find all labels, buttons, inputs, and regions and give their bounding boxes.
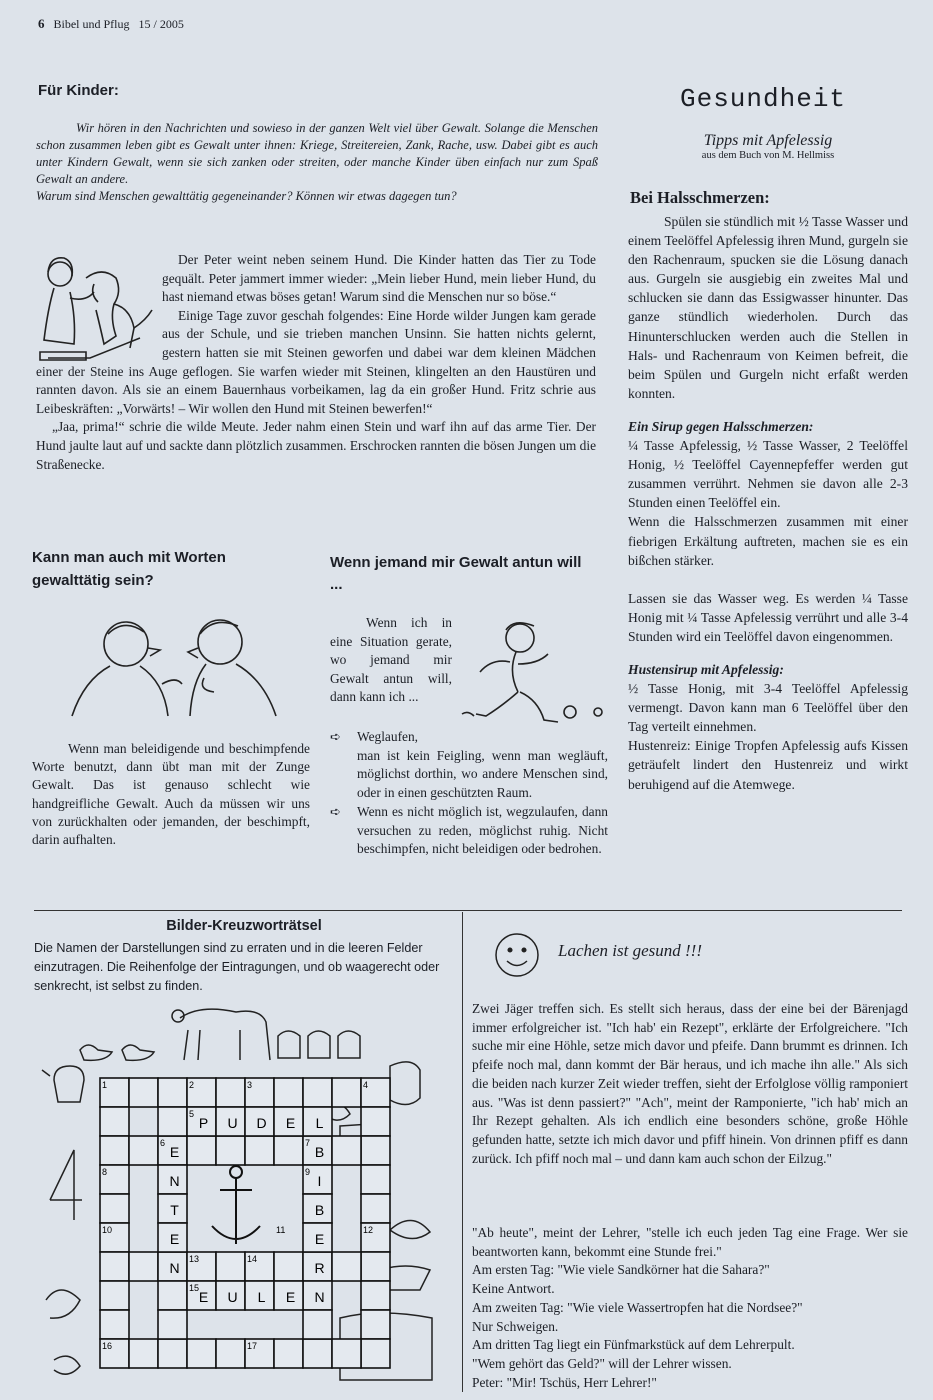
crossword-cell: [129, 1252, 158, 1281]
joke-2-line-8: Peter: "Mir! Tschüs, Herr Lehrer!": [472, 1374, 657, 1390]
crossword-cell: [361, 1339, 390, 1368]
crossword-cell: [100, 1194, 129, 1223]
husten-text: ½ Tasse Honig, mit 3-4 Teelöffel Apfelessig vermengt. Davon kann man 6 Teelöffel über den Tag verteilt einnehmen.: [628, 681, 908, 735]
crossword-cell: [332, 1252, 361, 1281]
joke-2-line-2: Am ersten Tag: "Wie viele Sandkörner hat die Sahara?": [472, 1262, 770, 1278]
crossword-letter: E: [285, 1288, 296, 1305]
crossword-cell: [187, 1136, 216, 1165]
section-divider: [34, 910, 902, 911]
crossword-heading: Bilder-Kreuzworträtsel: [166, 918, 322, 934]
crossword-puzzle: [40, 1000, 452, 1392]
crossword-letter: E: [314, 1230, 325, 1247]
sirup-text: ¼ Tasse Apfelessig, ½ Tasse Wasser, 2 Teelöffel Honig, ½ Teelöffel Cayennepfeffer werden gut zusammen verrührt. Nehmen sie davon alle 2-3 Stunden einen Teelöffel ein.: [628, 438, 908, 511]
crossword-letter: B: [314, 1201, 325, 1218]
crossword-cell: [100, 1107, 129, 1136]
joke-2-line-4: Am zweiten Tag: "Wie viele Wassertropfen hat die Nordsee?": [472, 1299, 803, 1315]
crossword-letter: E: [285, 1114, 296, 1131]
crossword-letter: N: [169, 1172, 180, 1189]
crossword-letter: T: [170, 1201, 179, 1218]
issue-number: 15 / 2005: [138, 17, 184, 31]
crossword-number: 6: [160, 1138, 166, 1148]
joke-2-line-6: Am dritten Tag liegt ein Fünfmarkstück auf dem Lehrerpult.: [472, 1337, 795, 1353]
crossword-letter: L: [315, 1114, 324, 1131]
story-paragraph-2: Einige Tage zuvor geschah folgendes: Eine Horde wilder Jungen kam gerade aus der Schule, und sie trieben manchen Unsinn. Sie hatten nichts gelernt, gestern hatten sie mit Steinen geworfen und dabei war dem kleinen Mädchen einer der Steine ins Auge geflogen. Sie warfen wieder mit Steinen, klingelten an den Haustüren und rannten davon. Als sie an einem Bauernhaus vorbeikamen, lag da ein großer Hund. Fritz schrie aus Leibeskräften: „Vorwärts! – Wir wollen den Hund mit Steinen bewerfen!“: [36, 307, 596, 416]
crossword-cell: [274, 1339, 303, 1368]
page-header: [38, 16, 184, 32]
crossword-number: 10: [102, 1225, 113, 1235]
crossword-letter: U: [227, 1288, 238, 1305]
running-boy-icon: [458, 616, 608, 734]
crossword-cell: [216, 1252, 245, 1281]
crossword-letter: I: [317, 1172, 322, 1189]
crossword-cell: [158, 1107, 187, 1136]
crossword-cell: [216, 1136, 245, 1165]
crossword-letter: N: [169, 1259, 180, 1276]
list-item: [330, 803, 608, 859]
kids-question: Warum sind Menschen gewalttätig gegeneinander? Können wir etwas dagegen tun?: [36, 189, 457, 203]
crossword-number: 5: [189, 1109, 195, 1119]
crossword-letter: E: [169, 1143, 180, 1160]
crossword-number: 4: [363, 1080, 369, 1090]
crossword-number: 11: [276, 1225, 286, 1235]
words-paragraph: Wenn man beleidigende und beschimpfende Worte benutzt, dann übt man mit der Zunge Gewalt. Das ist genauso schlecht wie handgreifliche Gewalt. Auch da müssen wir uns von zurückhalten oder jemanden, der beschimpft, darin aufhalten.: [32, 741, 310, 848]
anchor-icon: [212, 1166, 260, 1244]
crossword-cell: [158, 1310, 187, 1339]
health-title: Gesundheit: [680, 84, 847, 114]
crossword-cell: [361, 1310, 390, 1339]
joke-2-line-5: Nur Schweigen.: [472, 1318, 559, 1334]
crossword-cell: [129, 1339, 158, 1368]
crossword-number: 3: [247, 1080, 253, 1090]
kids-intro: [36, 120, 598, 205]
crossword-letter: L: [257, 1288, 266, 1305]
health-subheader: [628, 132, 908, 161]
kids-heading: Für Kinder:: [38, 82, 119, 99]
crossword-cell: [100, 1252, 129, 1281]
crossword-number: 13: [189, 1254, 200, 1264]
page-number: 6: [38, 16, 45, 31]
list-item-text: Wenn es nicht möglich ist, wegzulaufen, dann versuchen zu reden, möglichst ruhig. Nicht beschimpfen, nicht beleidigen oder bedrohen.: [357, 803, 608, 857]
husten-text-2: Hustenreiz: Einige Tropfen Apfelessig aufs Kissen geträufelt lindert den Hustenreiz und wirkt beruhigend auf die Atemwege.: [628, 738, 908, 792]
crossword-cell: [245, 1136, 274, 1165]
crossword-cell: [332, 1136, 361, 1165]
arguing-men-icon: [64, 604, 286, 722]
crossword-number: 2: [189, 1080, 195, 1090]
health-subtitle: Tipps mit Apfelessig: [703, 132, 833, 149]
crossword-grid: [40, 1000, 452, 1392]
sirup-text-2: Wenn die Halsschmerzen zusammen mit einer fiebrigen Erkältung auftreten, machen sie es ein bißchen stärker.: [628, 514, 908, 568]
crossword-number: 9: [305, 1167, 311, 1177]
words-heading: Kann man auch mit Worten gewalttätig sein?: [32, 549, 226, 589]
crossword-number: 16: [102, 1341, 113, 1351]
joke-2: [472, 1224, 908, 1392]
crossword-letter: E: [169, 1230, 180, 1247]
crossword-number: 17: [247, 1341, 258, 1351]
crossword-cell: [158, 1281, 187, 1310]
sirup-text-3: Lassen sie das Wasser weg. Es werden ¼ Tasse Honig mit ¼ Tasse Apfelessig verrührt und alle 3-4 Stunden wird ein Teelöffel davon eingenommen.: [628, 590, 908, 644]
crossword-cell: [303, 1078, 332, 1107]
story-paragraph-1: Der Peter weint neben seinem Hund. Die Kinder hatten das Tier zu Tode gequält. Peter jammert immer wieder: „Mein lieber Hund, mein lieber Hund, du hast niemand etwas böses getan! Warum sind die Menschen nur so böse.“: [162, 252, 596, 305]
crossword-cell: [187, 1339, 216, 1368]
crossword-cell: [129, 1078, 158, 1107]
violence-intro: [330, 614, 452, 707]
sirup-heading: Ein Sirup gegen Halsschmerzen:: [628, 418, 814, 434]
crossword-number: 1: [102, 1080, 108, 1090]
arrow-right-icon: ➪: [330, 803, 341, 819]
crossword-number: 14: [247, 1254, 258, 1264]
crossword-cell: [303, 1339, 332, 1368]
crossword-number: 8: [102, 1167, 108, 1177]
kids-intro-text: Wir hören in den Nachrichten und sowieso in der ganzen Welt viel über Gewalt. Solange die Menschen schon zusammen leben gibt es Gewalt unter ihnen: Kriege, Streitereien, Zank, Rache, usw. Dabei gibt es auch unter Kindern Gewalt, wenn sie sich zanken oder streiten, oder manche Kinder üben einfach nur zum Spaß Gewalt an andere.: [36, 121, 598, 186]
joke-2-line-3: Keine Antwort.: [472, 1281, 555, 1297]
crossword-letter: E: [198, 1288, 209, 1305]
crossword-letter: R: [314, 1259, 325, 1276]
kids-story: [36, 251, 596, 474]
crossword-cell: [100, 1136, 129, 1165]
crossword-letter: B: [314, 1143, 325, 1160]
violence-list: [330, 728, 608, 859]
crossword-instructions: Die Namen der Darstellungen sind zu erraten und in die leeren Felder einzutragen. Die Reihenfolge der Eintragungen, und ob waagerecht oder senkrecht, ist selbst zu finden.: [34, 941, 440, 993]
smiley-face-icon: [494, 932, 540, 978]
crossword-cells: [100, 1078, 390, 1368]
violence-heading: Wenn jemand mir Gewalt antun will ...: [330, 554, 582, 593]
arguing-men-illustration: [64, 604, 286, 722]
health-source: aus dem Buch von M. Hellmiss: [701, 150, 835, 161]
joke-1: [472, 1000, 908, 1168]
crossword-cell: [158, 1078, 187, 1107]
list-item-title: Weglaufen,: [357, 729, 419, 744]
crossword-cell: [129, 1136, 158, 1165]
crossword-cell: [361, 1281, 390, 1310]
crossword-letter: D: [256, 1114, 267, 1131]
crossword-letter: N: [314, 1288, 325, 1305]
crossword-cell: [100, 1281, 129, 1310]
publication-name: Bibel und Pflug: [53, 17, 130, 31]
violence-intro-text: Wenn ich in eine Situation gerate, wo jemand mir Gewalt antun will, dann kann ich ...: [330, 615, 452, 704]
crossword-cell: [100, 1310, 129, 1339]
crossword-cell: [361, 1107, 390, 1136]
crossword-cell: [274, 1136, 303, 1165]
crossword-number: 12: [363, 1225, 374, 1235]
crossword-cell: [274, 1078, 303, 1107]
crossword-cell: [216, 1339, 245, 1368]
crossword-cell: [274, 1252, 303, 1281]
husten-heading: Hustensirup mit Apfelessig:: [628, 661, 784, 677]
crossword-cell: [303, 1310, 332, 1339]
crossword-cell: [332, 1339, 361, 1368]
joke-2-line-1: "Ab heute", meint der Lehrer, "stelle ich euch jeden Tag eine Frage. Wer sie beantworten kann, bekommt eine Stunde frei.": [472, 1225, 908, 1259]
health-column: [628, 212, 908, 794]
arrow-right-icon: ➪: [330, 729, 341, 744]
list-item-text: man ist kein Feigling, wenn man wegläuft, möglichst dorthin, wo andere Menschen sind, oder in einen geschützten Raum.: [357, 747, 608, 801]
running-boy-illustration: [458, 616, 608, 734]
crossword-number: 15: [189, 1283, 200, 1293]
words-text: [32, 740, 310, 849]
crossword-cell: [216, 1078, 245, 1107]
joke-2-line-7: "Wem gehört das Geld?" will der Lehrer wissen.: [472, 1355, 732, 1371]
smiley-illustration: [494, 932, 540, 978]
health-paragraph-1: Spülen sie stündlich mit ½ Tasse Wasser und einem Teelöffel Apfelessig ihren Mund, gurgeln sie den Rachenraum, spucken sie die Lösung danach aus. Gurgeln sie ausgiebig ein zweites Mal und schlucken sie dann das Essigwasser hinunter. Das ganze stündlich wiederholen. Durch das Hinunterschlucken werden auch die Stellen in Hals- und Rachenraum von Keimen befreit, die beim Spülen und Gurgeln nicht erfaßt werden konnten.: [628, 214, 908, 401]
crossword-cell: [361, 1165, 390, 1194]
crossword-number: 7: [305, 1138, 311, 1148]
laugh-heading: Lachen ist gesund !!!: [558, 941, 703, 960]
crossword-cell: [361, 1194, 390, 1223]
crossword-cell: [361, 1136, 390, 1165]
crossword-letter: P: [198, 1114, 209, 1131]
column-divider: [462, 912, 463, 1392]
list-item: [330, 728, 608, 803]
crossword-cell: [332, 1078, 361, 1107]
crossword-cell: [158, 1339, 187, 1368]
joke-1-text: Zwei Jäger treffen sich. Es stellt sich heraus, dass der eine bei der Bärenjagd immer erfolgreicher ist. "Ich hab' ein Rezept", erklärte der Erfolgreichere. "Ich suche mir eine Höhle, setze mich davor und pfeife. Dann brummt es drinnen. Ich pfeife noch mal, dann kommt der Bär heraus, und ich mache ihn alle." Als sich die beiden nach kurzer Zeit wieder treffen, sieht der Erfolglose völlig ramponiert aus. "Was ist denn passiert?" "Ach", meint der Ramponierte, "ich hab' mich an Ihr Rezept gehalten. Als ich endlich eine besonders schöne, große Höhle gefunden hatte, setzte ich mich davor und pfiff hinein. Von drinnen pfiff es dann zurück. Ich pfiff noch mal – und dann kam auch schon der Eilzug.": [472, 1001, 908, 1166]
crossword-letter: U: [227, 1114, 238, 1131]
crossword-cell: [361, 1252, 390, 1281]
halsschmerzen-heading: Bei Halsschmerzen:: [630, 188, 770, 207]
story-paragraph-3: „Jaa, prima!“ schrie die wilde Meute. Jeder nahm einen Stein und warf ihn auf das arme Tier. Der Hund jaulte laut auf und sackte dann plötzlich zusammen. Erschrocken rannten die bösen Jungen um die Straßenecke.: [36, 419, 597, 472]
